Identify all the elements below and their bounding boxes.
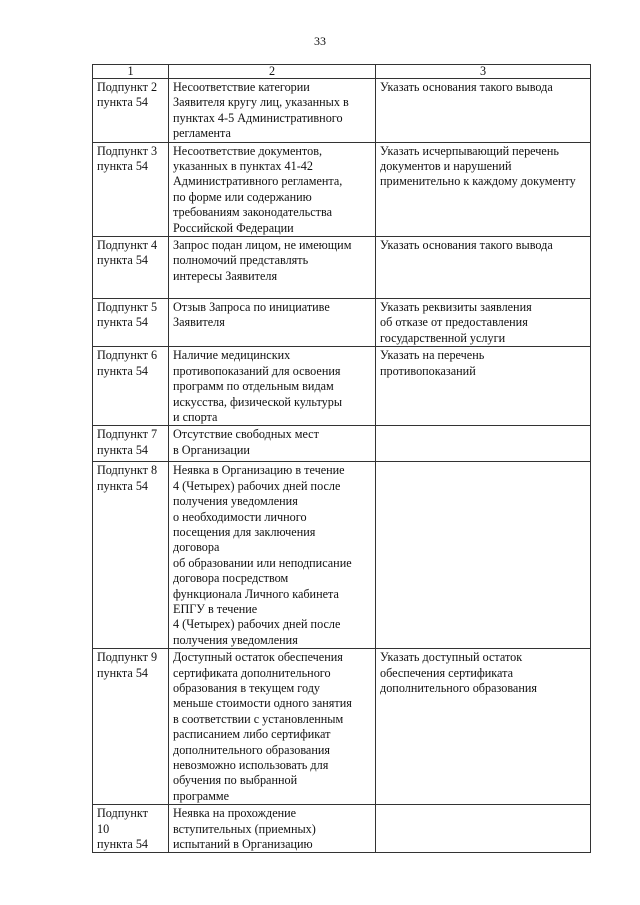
table-row xyxy=(93,805,591,853)
table-cell-col1 xyxy=(93,237,169,299)
cell-text-line: пунктах 4-5 Административного xyxy=(173,110,343,125)
cell-text-line: Неявка в Организацию в течение xyxy=(173,463,345,478)
table-row xyxy=(93,649,591,805)
cell-text-line: государственной услуги xyxy=(380,330,506,345)
cell-text-line: 10 xyxy=(97,821,110,836)
table-row xyxy=(93,79,591,143)
cell-text-line: пункта 54 xyxy=(97,95,149,110)
cell-text-line: 4 (Четырех) рабочих дней после xyxy=(173,617,341,632)
cell-text-line: невозможно использовать для xyxy=(173,758,329,773)
table-row xyxy=(93,462,591,649)
cell-text-line: Указать исчерпывающий перечень xyxy=(380,143,559,158)
cell-text-line: Запрос подан лицом, не имеющим xyxy=(173,238,352,253)
cell-text-line: Указать на перечень xyxy=(380,348,485,363)
table-body xyxy=(93,79,591,853)
cell-text-line: 4 (Четырех) рабочих дней после xyxy=(173,478,341,493)
cell-text-line: Указать реквизиты заявления xyxy=(380,300,532,315)
table-cell-col3 xyxy=(376,462,591,649)
cell-text-line: Указать основания такого вывода xyxy=(380,80,553,94)
table-cell-col2 xyxy=(169,142,376,236)
table-cell-col3 xyxy=(376,649,591,805)
cell-text-line: Заявителя xyxy=(173,315,225,330)
table-cell-col2 xyxy=(169,649,376,805)
table-header-row xyxy=(93,65,591,79)
cell-text-line: программе xyxy=(173,788,230,803)
cell-text-line: Подпункт 5 xyxy=(97,300,158,315)
table-cell-col1 xyxy=(93,426,169,462)
table-cell-col1 xyxy=(93,79,169,143)
cell-text-line: Отзыв Запроса по инициативе xyxy=(173,300,330,315)
cell-text-line: Неявка на прохождение xyxy=(173,806,297,821)
cell-text-line: Несоответствие категории xyxy=(173,80,310,94)
cell-text-line: вступительных (приемных) xyxy=(173,821,316,836)
cell-text-line: получения уведомления xyxy=(173,494,298,509)
cell-text-line: Несоответствие документов, xyxy=(173,143,322,158)
cell-text-line: ЕПГУ в течение xyxy=(173,601,258,616)
cell-text-line: Наличие медицинских xyxy=(173,348,291,363)
cell-text-line: указанных в пунктах 41-42 xyxy=(173,159,313,174)
table-cell-col1 xyxy=(93,649,169,805)
cell-text-line: расписанием либо сертификат xyxy=(173,727,331,742)
requirements-table xyxy=(92,64,591,853)
cell-text-line: противопоказаний для освоения xyxy=(173,363,341,378)
table-cell-col3 xyxy=(376,426,591,462)
cell-text-line: пункта 54 xyxy=(97,253,149,268)
cell-text-line: требованиям законодательства xyxy=(173,205,332,220)
cell-text-line: Указать доступный остаток xyxy=(380,650,523,665)
cell-text-line: Подпункт 6 xyxy=(97,348,158,363)
cell-text-line: Подпункт 4 xyxy=(97,238,158,253)
cell-text-line: Подпункт 2 xyxy=(97,80,158,94)
cell-text-line: пункта 54 xyxy=(97,315,149,330)
cell-text-line: по форме или содержанию xyxy=(173,189,312,204)
table-cell-col2 xyxy=(169,462,376,649)
cell-text-line: Административного регламента, xyxy=(173,174,343,189)
table-cell-col3 xyxy=(376,347,591,426)
table-cell-col2 xyxy=(169,299,376,347)
cell-text-line: Российской Федерации xyxy=(173,220,294,235)
cell-text-line: об отказе от предоставления xyxy=(380,315,528,330)
cell-text-line: искусства, физической культуры xyxy=(173,394,343,409)
cell-text-line: посещения для заключения xyxy=(173,524,316,539)
table-cell-col3 xyxy=(376,299,591,347)
cell-text-line: Подпункт 7 xyxy=(97,427,158,442)
table-row xyxy=(93,426,591,462)
cell-text-line: пункта 54 xyxy=(97,837,149,852)
table-cell-col2 xyxy=(169,805,376,853)
cell-text-line: договора посредством xyxy=(173,571,289,586)
column-header-1: 1 xyxy=(93,65,169,79)
cell-text-line: противопоказаний xyxy=(380,363,476,378)
cell-text-line: пункта 54 xyxy=(97,363,149,378)
table-cell-col1 xyxy=(93,299,169,347)
cell-text-line: в Организации xyxy=(173,442,250,457)
cell-text-line: документов и нарушений xyxy=(380,159,512,174)
cell-text-line: в соответствии с установленным xyxy=(173,711,344,726)
cell-text-line: дополнительного образования xyxy=(380,681,537,695)
cell-text-line: пункта 54 xyxy=(97,159,149,174)
column-header-2: 2 xyxy=(169,65,376,79)
cell-text-line: о необходимости личного xyxy=(173,509,307,524)
cell-text-line: регламента xyxy=(173,126,231,141)
cell-text-line: Подпункт xyxy=(97,806,148,821)
cell-text-line: Указать основания такого вывода xyxy=(380,238,553,253)
table-cell-col1 xyxy=(93,347,169,426)
table-cell-col2 xyxy=(169,426,376,462)
cell-text-line: Подпункт 9 xyxy=(97,650,158,665)
cell-text-line: Доступный остаток обеспечения xyxy=(173,650,343,665)
cell-text-line: испытаний в Организацию xyxy=(173,837,313,852)
cell-text-line: получения уведомления xyxy=(173,632,298,647)
table-cell-col2 xyxy=(169,237,376,299)
table-cell-col2 xyxy=(169,79,376,143)
cell-text-line: меньше стоимости одного занятия xyxy=(173,696,352,711)
table-cell-col2 xyxy=(169,347,376,426)
table-cell-col3 xyxy=(376,237,591,299)
cell-text-line: дополнительного образования xyxy=(173,742,330,757)
cell-text-line: полномочий представлять xyxy=(173,253,309,268)
cell-text-line: образования в текущем году xyxy=(173,681,320,695)
cell-text-line: Подпункт 3 xyxy=(97,143,158,158)
table-row xyxy=(93,142,591,236)
cell-text-line: программ по отдельным видам xyxy=(173,379,334,394)
cell-text-line: Заявителя кругу лиц, указанных в xyxy=(173,95,349,110)
table-cell-col3 xyxy=(376,79,591,143)
table-cell-col3 xyxy=(376,142,591,236)
page-number: 33 xyxy=(314,34,326,48)
cell-text-line: пункта 54 xyxy=(97,478,149,493)
table-cell-col1 xyxy=(93,805,169,853)
cell-text-line: обучения по выбранной xyxy=(173,773,298,788)
cell-text-line: об образовании или неподписание xyxy=(173,555,352,570)
table-row xyxy=(93,299,591,347)
table-cell-col1 xyxy=(93,142,169,236)
cell-text-line: сертификата дополнительного xyxy=(173,665,331,680)
column-header-3: 3 xyxy=(376,65,591,79)
cell-text-line: договора xyxy=(173,540,220,555)
cell-text-line: применительно к каждому документу xyxy=(380,174,576,189)
cell-text-line: Отсутствие свободных мест xyxy=(173,427,319,442)
cell-text-line: и спорта xyxy=(173,409,218,424)
cell-text-line: интересы Заявителя xyxy=(173,268,278,283)
cell-text-line: обеспечения сертификата xyxy=(380,665,514,680)
table-row xyxy=(93,347,591,426)
cell-text-line: пункта 54 xyxy=(97,665,149,680)
table-cell-col3 xyxy=(376,805,591,853)
table-row xyxy=(93,237,591,299)
cell-text-line: Подпункт 8 xyxy=(97,463,158,478)
cell-text-line: пункта 54 xyxy=(97,442,149,457)
table-cell-col1 xyxy=(93,462,169,649)
cell-text-line: функционала Личного кабинета xyxy=(173,586,339,601)
